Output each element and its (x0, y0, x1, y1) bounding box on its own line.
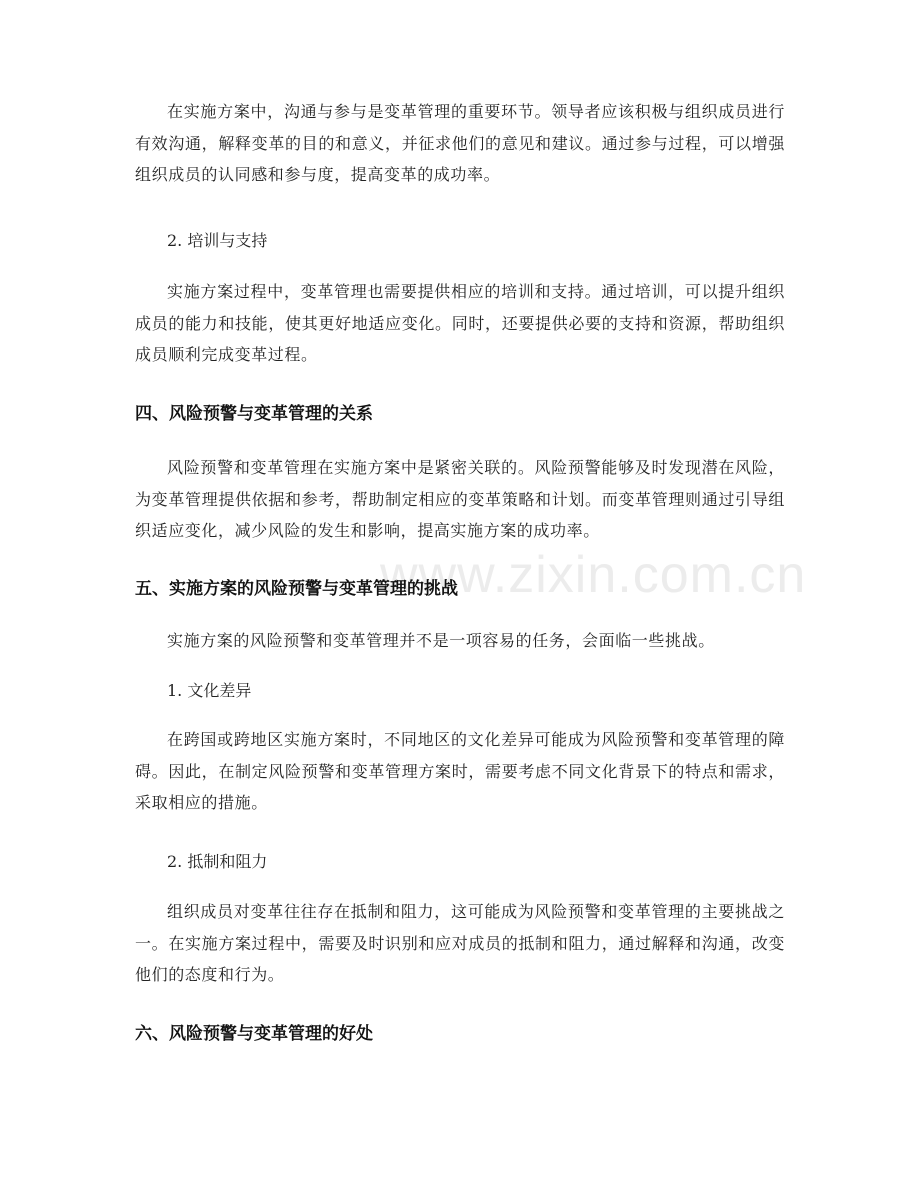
watermark: www.zixin.com.cn (380, 546, 807, 604)
paragraph-culture: 在跨国或跨地区实施方案时，不同地区的文化差异可能成为风险预警和变革管理的障碍。因此，在制定风险预警和变革管理方案时，需要考虑不同文化背景下的特点和需求，采取相应的措施。 (135, 730, 785, 812)
list-item-training: 2. 培训与支持 (167, 231, 268, 250)
paragraph-resistance: 组织成员对变革往往存在抵制和阻力，这可能成为风险预警和变革管理的主要挑战之一。在实施方案过程中，需要及时识别和应对成员的抵制和阻力，通过解释和沟通，改变他们的态度和行为。 (135, 902, 785, 984)
paragraph-training: 实施方案过程中，变革管理也需要提供相应的培训和支持。通过培训，可以提升组织成员的能力和技能，使其更好地适应变化。同时，还要提供必要的支持和资源，帮助组织成员顺利完成变革过程。 (135, 282, 785, 364)
section-heading-4: 四、风险预警与变革管理的关系 (135, 404, 373, 424)
section-heading-6: 六、风险预警与变革管理的好处 (135, 1024, 373, 1044)
section-heading-5: 五、实施方案的风险预警与变革管理的挑战 (135, 579, 458, 599)
list-item-resistance: 2. 抵制和阻力 (167, 852, 268, 871)
paragraph-communication: 在实施方案中，沟通与参与是变革管理的重要环节。领导者应该积极与组织成员进行有效沟通，解释变革的目的和意义，并征求他们的意见和建议。通过参与过程，可以增强组织成员的认同感和参与度，提高变革的成功率。 (135, 102, 785, 184)
paragraph-challenges-intro: 实施方案的风险预警和变革管理并不是一项容易的任务，会面临一些挑战。 (167, 631, 715, 650)
paragraph-relationship: 风险预警和变革管理在实施方案中是紧密关联的。风险预警能够及时发现潜在风险，为变革管理提供依据和参考，帮助制定相应的变革策略和计划。而变革管理则通过引导组织适应变化，减少风险的发生和影响，提高实施方案的成功率。 (135, 458, 785, 540)
list-item-culture: 1. 文化差异 (167, 681, 252, 700)
